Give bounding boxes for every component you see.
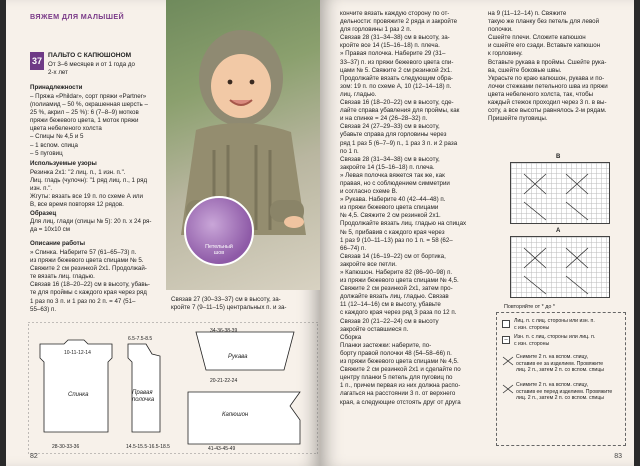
front-dims: 14.5-15.5-16.5-18.5 [126, 444, 170, 450]
sleeve-label: Рукава [228, 354, 248, 360]
mid-text: Связав 27 (30–33–37) см в высоту, за- кройте 7 (9–11–15) центральных п. и за- [171, 296, 287, 312]
legend-box [496, 312, 626, 446]
hood-piece-outline [188, 392, 300, 444]
pattern-age: От 3–6 месяцев и от 1 года до 2-х лет [48, 61, 135, 77]
cable-crossing-marks [506, 162, 616, 302]
work-text: » Спинка. Наберите 57 (61–65–73) п. из пряжи бежевого цвета спицами № 5. Свяжите 2 см резинкой 2x1. Продолжай- те вязать лиц. гладью. Связав 16 (18–20–22) см в высоту, убавь- те для проймы с каждого края через ряд 1 раз по 3 п. и 1 раз по 2 п. = 47 (51– 55–63) п. [30, 249, 150, 313]
right-column-1-text: кончите вязать каждую сторону по от- дельности: провяжите 2 ряда и закройте для горловины 1 раз 2 п. Связав 28 (31–34–38) см в высоту, за- кройте все 14 (15–16–18) п. плеча. » Правая полочка. Наберите 29 (31– 33–37) п. из пряжи бежевого цвета спи- цами № 5. Свяжите 2 см резинкой 2x1. Продолжайте вязать следующим обра- зом: 19 п. по схеме А, 10 (12–14–18) п. лиц. гладью. Связав 16 (18–20–22) см в высоту, сде- лайте справа убавления для проймы, как и на спинке = 24 (26–28–32) п. Связав 24 (27–29–33) см в высоту, убавьте справа для горловины через ряд 1 раз 5 (6–7–9) п., 1 раз 3 п. и 2 раза по 1 п. Связав 28 (31–34–38) см в высоту, закройте 14 (15–16–18) п. плеча. » Левая полочка вяжется так же, как правая, но с соблюдением симметрии и согласно схеме В. » Рукава. Наберите 40 (42–44–48) п. из пряжи бежевого цвета спицами № 4,5. Свяжите 2 см резинкой 2x1. Продолжайте вязать лиц. гладью на спицах № 5, прибавив с каждого края через 1 раз 9 (10–11–13) раз по 1 п. = 58 (62– 66–74) п. Связав 14 (16–19–22) см от бортика, закройте все петли. » Капюшон. Наберите 82 (86–90–98) п. из пряжи бежевого цвета спицами № 4,5. Свяжите 2 см резинкой 2x1, затем про- должайте вязать лиц. гладью. Связав 11 (12–14–16) см в высоту, убавьте с каждого края через ряд 3 раза по 12 п. Связав 20 (21–22–24) см в высоту закройте оставшиеся п. Сборка Планки застежки: наберите, по- борту правой полочки 48 (54–58–66) п. из пряжи бежевого цвета спицами № 4,5. Свяжите 2 см резинкой 2x1 и сделайте по центру планки 5 петель для пуговиц по 1 п., причем первая из них должна распо- лагаться на расстоянии 3 п. от верхнего края, а следующие отстоять друг от друга [340, 10, 467, 406]
materials-text: – Пряжа «Phildar», сорт пряжи «Partner» (полиамид – 50 %, окрашенная шерсть – 25 %, акрил – 25 %): 6 (7–8–9) мотков пряжи бежевого цвета, 1 моток пряжи цвета небеленого холста – Спицы № 4,5 и 5 – 1 вспом. спица – 5 пуговиц [30, 93, 148, 157]
legend-item-3: Снимите 2 п. на вспом. спицу, оставив ее за изделием. Провяжите лиц. 2 п., затем 2 п. со вспом. спицы [516, 354, 605, 374]
page-number-left: 82 [30, 453, 38, 460]
right-page [320, 0, 634, 466]
back-top-dims: 10-11-12-14 [64, 350, 91, 356]
repeat-note: Повторяйте от * до * [504, 304, 555, 310]
knit-symbol [502, 320, 510, 328]
hood-bottom-dims: 41-43-45-49 [208, 446, 236, 452]
chart-a-label: A [556, 228, 561, 234]
front-piece-outline [128, 344, 160, 432]
sleeve-bottom-dims: 20-21-22-24 [210, 378, 238, 384]
sample-heading: Образец [30, 210, 57, 217]
section-header: ВЯЖЕМ ДЛЯ МАЛЫШЕЙ [30, 12, 125, 21]
sample-text: Для лиц. глади (спицы № 5): 20 п. х 24 ря- да = 10x10 см [30, 218, 152, 234]
sleeve-top-dims: 34-36-38-39 [210, 328, 238, 334]
cable-back-symbol [502, 356, 514, 366]
chart-b-label: B [556, 154, 561, 160]
front-top-dims: 6.5-7.5-8.5 [128, 336, 153, 342]
back-label: Спинка [68, 392, 89, 398]
legend-item-2: Изн. п. с лиц. стороны или лиц. п. с изн. стороны [514, 334, 596, 347]
patterns-text: Резинка 2x1: "2 лиц. п., 1 изн. п.". Лиц. гладь (чулочн): "1 ряд лиц. п., 1 ряд изн. п.". Жгуты: вязать все 19 п. по схеме А или В, все время повторяя 12 рядов. [30, 169, 148, 209]
front-label: Правая полочка [132, 390, 155, 403]
right-column-2-text: на 9 (11–12–14) п. Свяжите такую же планку без петель для левой полочки. Сшейте плечи. Сложите капюшон и сшейте его сзади. Вставьте капюшон к горловину. Вставьте рукава в проймы. Сшейте рука- ва, сшейте боковые швы. Украсьте по краю капюшон, рукава и по- лочки стежками петельного шва из пряжи цвета небеленого холста, так, чтобы каждый стежок проходил через 3 п. в вы- соту, а все высоты равнялось 2-м рядам. Пришейте пуговицы. [488, 10, 608, 123]
schematics-diagram [28, 322, 318, 454]
back-dims: 28-30-33-36 [52, 444, 80, 450]
swatch-label: Петельный шов [205, 244, 233, 257]
legend-item-1: Лиц. п. с лиц. стороны или изн. п. с изн. стороны [514, 318, 595, 331]
pattern-title: ПАЛЬТО С КАПЮШОНОМ [48, 52, 132, 59]
work-heading: Описание работы [30, 240, 85, 247]
book-spread [6, 0, 634, 466]
cable-front-symbol [502, 384, 514, 394]
legend-item-4: Снимите 2 п. на вспом. спицу, оставив ее перед изделием. Провяжите лиц. 2 п., затем 2 п. со вспом. спицы [516, 382, 613, 402]
patterns-heading: Используемые узоры [30, 160, 97, 167]
pattern-number-badge: 37 [30, 52, 44, 70]
hood-label: Капюшон [222, 412, 249, 418]
left-page [6, 0, 320, 466]
page-number-right: 83 [614, 453, 622, 460]
materials-heading: Принадлежности [30, 84, 83, 91]
purl-symbol: – [502, 336, 510, 344]
sleeve-piece-outline [196, 332, 294, 370]
